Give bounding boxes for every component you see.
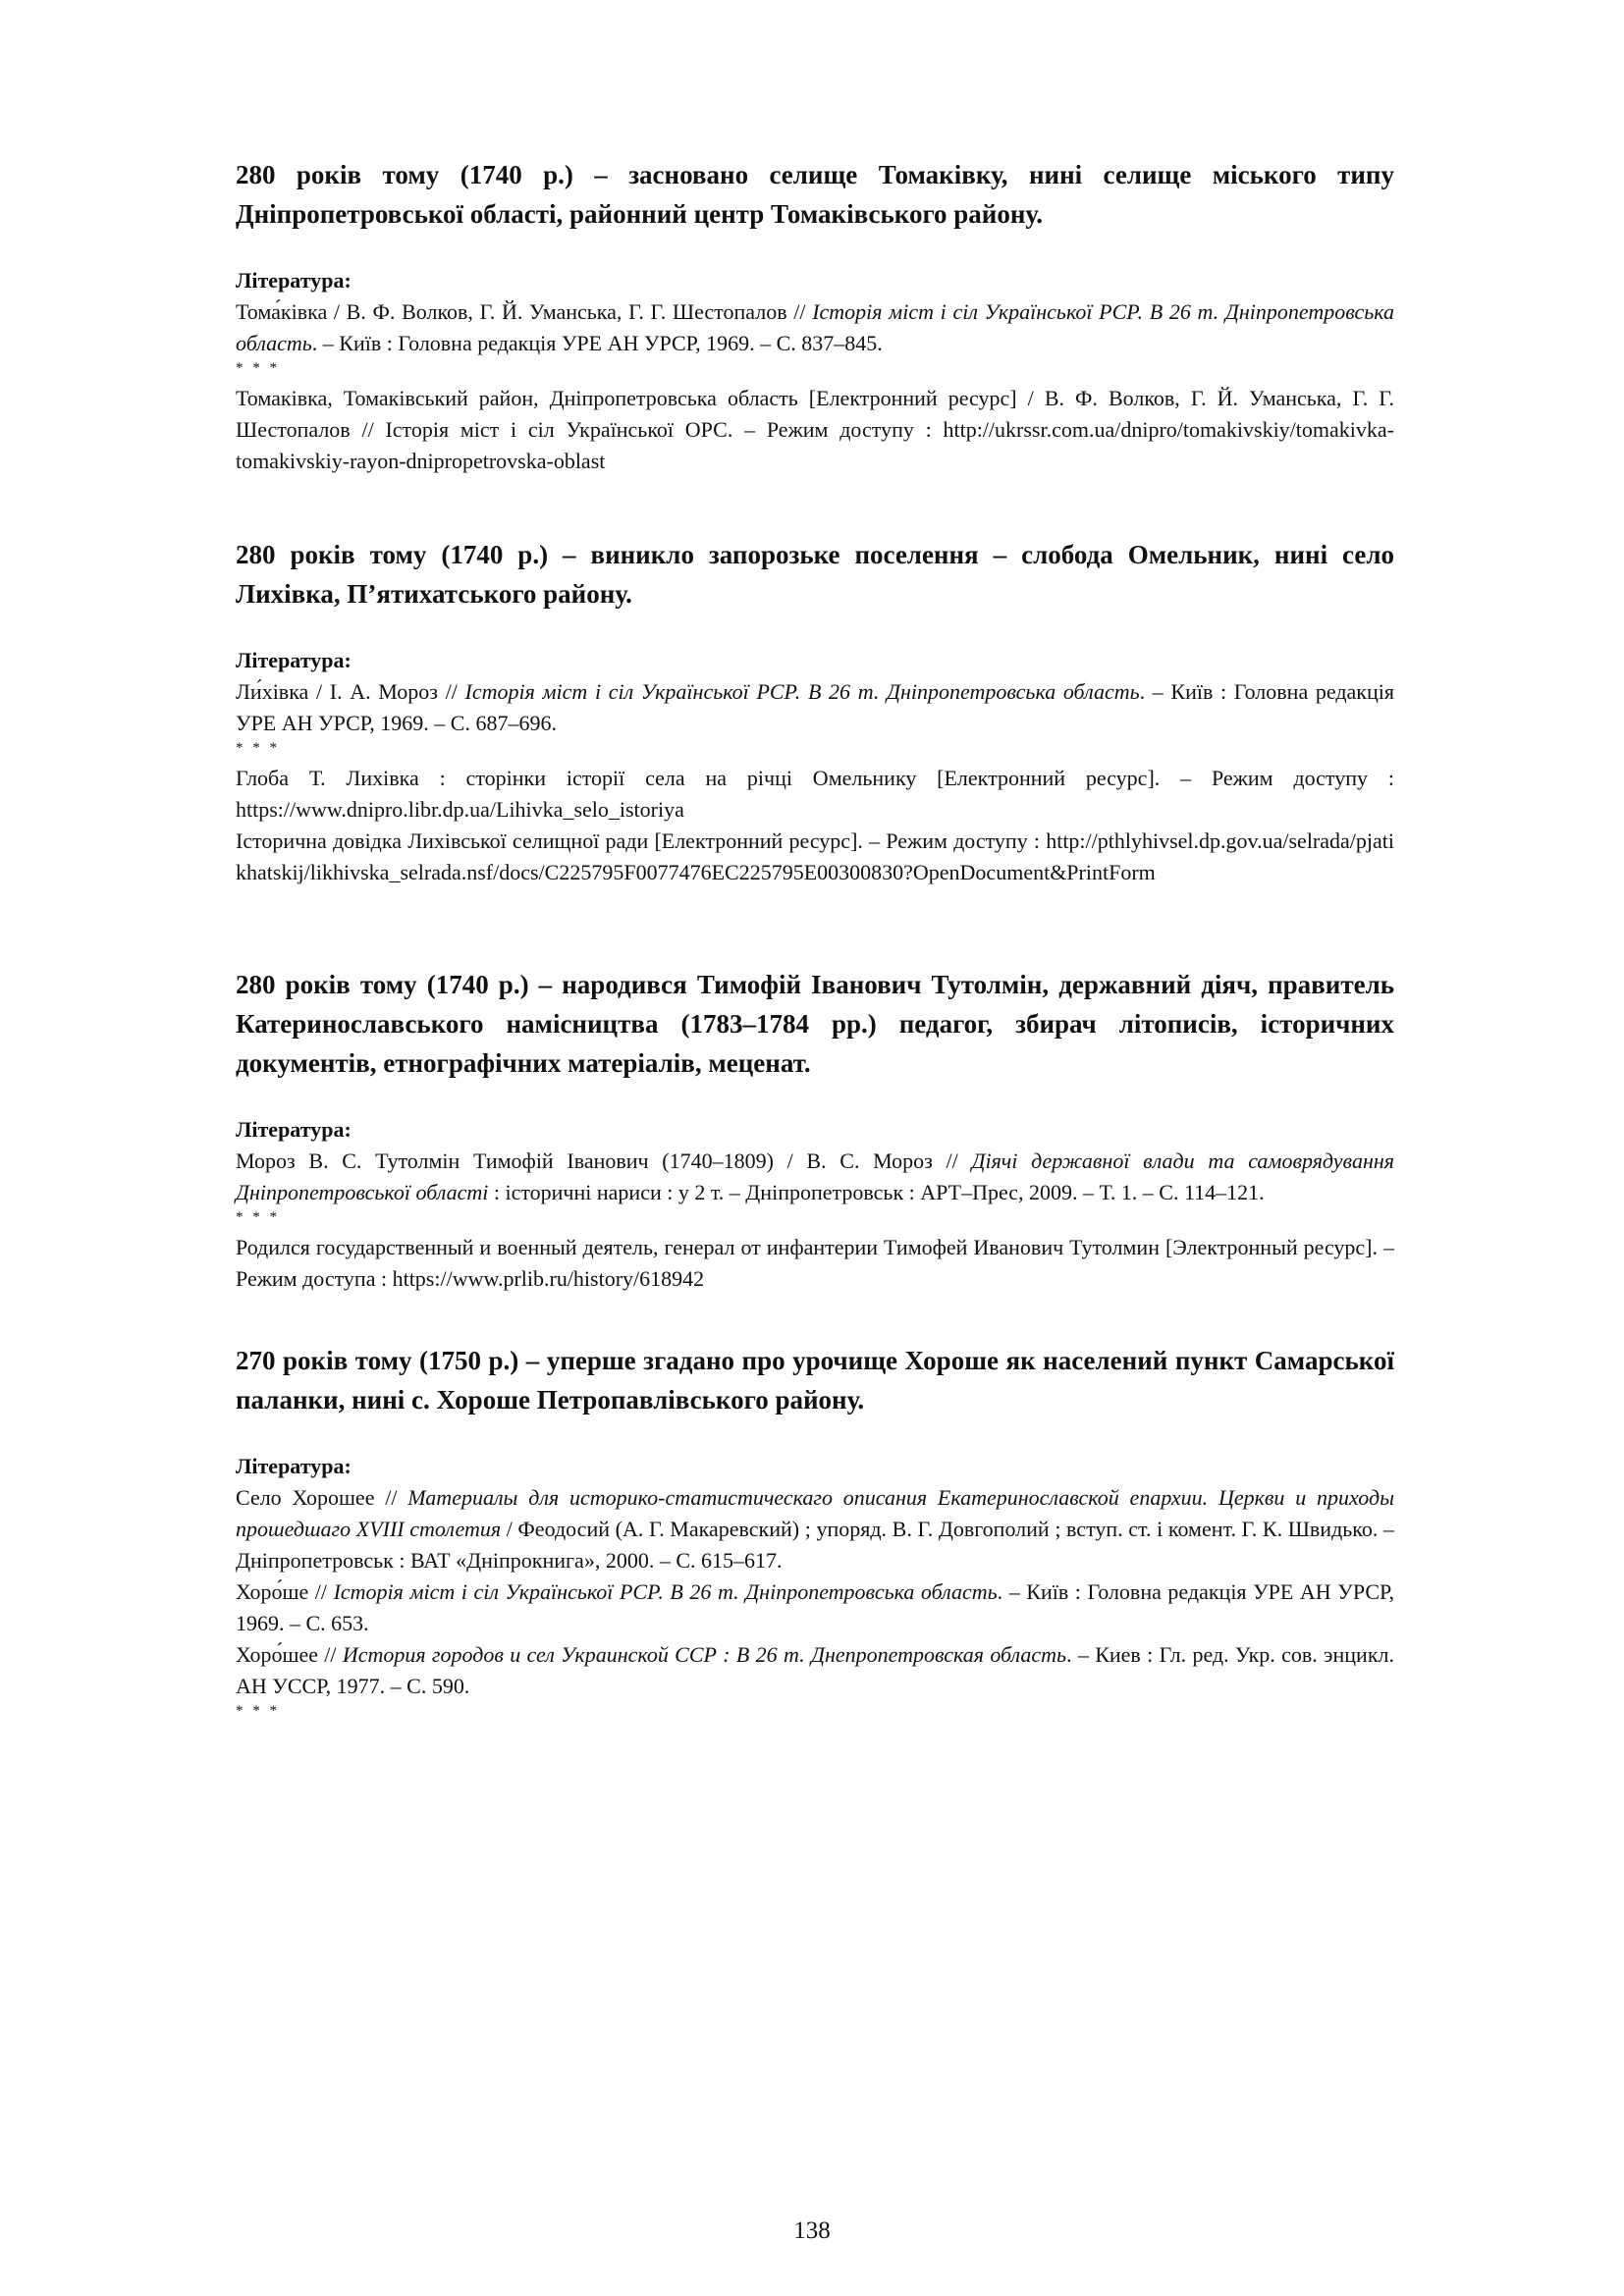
reference-item: Хоро́ше // Історія міст і сіл Української РСР. В 26 т. Дніпропетровська область. – Київ : Головна редакція УРЕ АН УРСР, 1969. – С. 653. [236, 1579, 1394, 1635]
entry-title: 280 років тому (1740 р.) – народився Тимофій Іванович Тутолмін, державний діяч, правитель Катеринославського намісництва (1783–1784 рр.) педагог, збирач літописів, історичних документів, етнографічних матеріалів, меценат. [236, 970, 1394, 1078]
entry-tutolmin [236, 965, 1394, 1295]
reference-item: Хоро́шее // История городов и сел Украинской ССР : В 26 т. Днепропетровская область. – Киев : Гл. ред. Укр. сов. энцикл. АН УССР, 1977. – С. 590. [236, 1642, 1394, 1698]
entry-lykhivka [236, 535, 1394, 888]
entry-title: 280 років тому (1740 р.) – засновано селище Томаківку, нині селище міського типу Дніпропетровської області, районний центр Томаківського району. [236, 160, 1394, 229]
separator-stars: * * * [236, 1209, 280, 1225]
page-number: 138 [793, 2217, 831, 2244]
reference-item: Ли́хівка / І. А. Мороз // Історія міст і сіл Української РСР. В 26 т. Дніпропетровська область. – Київ : Головна редакція УРЕ АН УРСР, 1969. – С. 687–696. [236, 679, 1394, 735]
entry-tomakivka [236, 155, 1394, 477]
literature-heading: Література: [236, 268, 352, 293]
literature-heading: Література: [236, 1454, 352, 1478]
separator-stars: * * * [236, 740, 280, 756]
literature-heading: Література: [236, 1117, 352, 1142]
reference-item: Глоба Т. Лихівка : сторінки історії села на річці Омельнику [Електронний ресурс]. – Режим доступу : https://www.dnipro.libr.dp.ua/Lihivka_selo_istoriya [236, 766, 1394, 822]
literature-heading: Література: [236, 648, 352, 672]
reference-item: Родился государственный и военный деятель, генерал от инфантерии Тимофей Иванович Тутолмин [Электронный ресурс]. – Режим доступа : https://www.prlib.ru/history/618942 [236, 1235, 1394, 1291]
separator-stars: * * * [236, 360, 280, 376]
reference-item: Тома́ківка / В. Ф. Волков, Г. Й. Уманська, Г. Г. Шестопалов // Історія міст і сіл Української РСР. В 26 т. Дніпропетровська область. – Київ : Головна редакція УРЕ АН УРСР, 1969. – С. 837–845. [236, 299, 1394, 355]
reference-item: Мороз В. С. Тутолмін Тимофій Іванович (1740–1809) / В. С. Мороз // Діячі державної влади та самоврядування Дніпропетровської області : історичні нариси : у 2 т. – Дніпропетровськ : АРТ–Прес, 2009. – Т. 1. – С. 114–121. [236, 1148, 1394, 1204]
entry-khoroshe [236, 1341, 1394, 1726]
entry-title: 280 років тому (1740 р.) – виникло запорозьке поселення – слобода Омельник, нині село Лихівка, П’ятихатського району. [236, 540, 1394, 609]
reference-item: Томаківка, Томаківський район, Дніпропетровська область [Електронний ресурс] / В. Ф. Волков, Г. Й. Уманська, Г. Г. Шестопалов // Історія міст і сіл Української ОРС. – Режим доступу : http://ukrssr.com.ua/dnipro/tomakivskiy/tomakivka-tomakivskiy-rayon-dnipropetrovska-oblast [236, 386, 1394, 473]
entry-title: 270 років тому (1750 р.) – уперше згадано про урочище Хороше як населений пункт Самарської паланки, нині с. Хороше Петропавлівського району. [236, 1346, 1394, 1415]
reference-item: Село Хорошее // Материалы для историко-статистическаго описания Екатеринославской епархии. Церкви и приходы прошедшаго XVIII столетия / Феодосий (А. Г. Макаревский) ; упоряд. В. Г. Довгополий ; вступ. ст. і комент. Г. К. Швидько. – Дніпропетровськ : ВАТ «Дніпрокнига», 2000. – С. 615–617. [236, 1485, 1394, 1573]
reference-item: Історична довідка Лихівської селищної ради [Електронний ресурс]. – Режим доступу : http://pthlyhivsel.dp.gov.ua/selrada/pjatikhatskij/likhivska_selrada.nsf/docs/C225795F0077476EC225795E00300830?OpenDocument&PrintForm [236, 828, 1394, 884]
separator-stars: * * * [236, 1703, 280, 1719]
